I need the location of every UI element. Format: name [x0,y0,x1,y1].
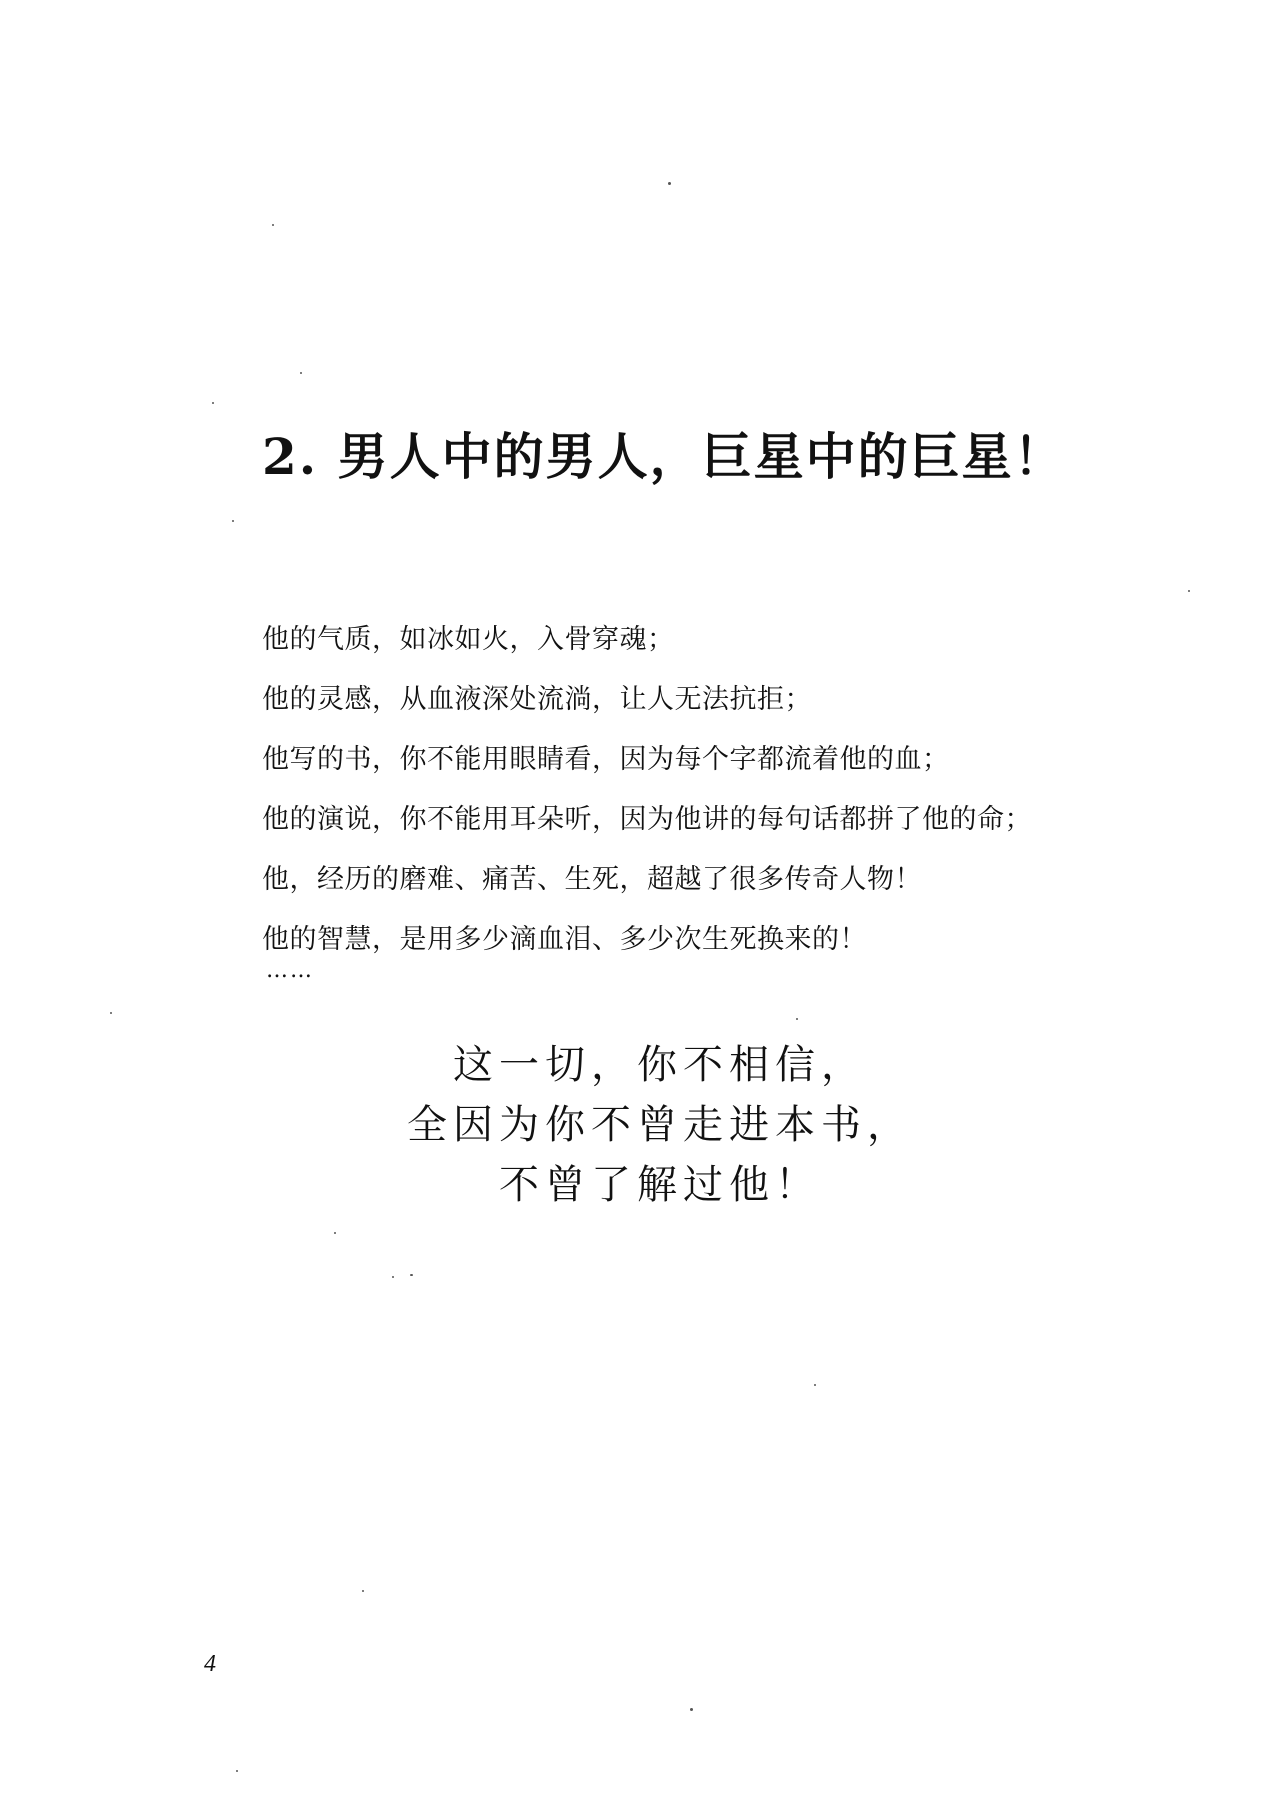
section-heading: 2. 男人中的男人，巨星中的巨星！ [262,427,1066,486]
scan-speck [362,1590,364,1592]
scan-speck [110,1012,112,1014]
scan-speck [410,1274,413,1276]
scan-speck [212,402,214,404]
body-text [262,610,1162,970]
scan-speck [796,1018,798,1020]
body-line: 他，经历的磨难、痛苦、生死，超越了很多传奇人物！ [262,864,922,895]
closing-statement [340,1035,980,1215]
scan-speck [272,224,274,226]
scan-speck [392,1276,394,1278]
closing-line: 不曾了解过他！ [499,1162,821,1208]
scan-speck [236,1770,238,1772]
scan-speck [300,372,302,374]
scan-speck [690,1708,693,1711]
ellipsis: …… [266,958,314,983]
scan-speck [668,182,671,185]
scan-speck [334,1232,336,1234]
body-line: 他的智慧，是用多少滴血泪、多少次生死换来的！ [262,924,867,955]
body-line: 他的气质，如冰如火，入骨穿魂； [262,624,675,655]
scan-speck [1188,590,1190,592]
body-line: 他的演说，你不能用耳朵听，因为他讲的每句话都拼了他的命； [262,804,1032,835]
body-line: 他的灵感，从血液深处流淌，让人无法抗拒； [262,684,812,715]
scan-speck [814,1384,816,1386]
closing-line: 这一切，你不相信， [453,1042,867,1088]
scan-speck [232,520,234,522]
closing-line: 全因为你不曾走进本书， [407,1102,913,1148]
page-number: 4 [204,1651,216,1677]
body-line: 他写的书，你不能用眼睛看，因为每个字都流着他的血； [262,744,950,775]
